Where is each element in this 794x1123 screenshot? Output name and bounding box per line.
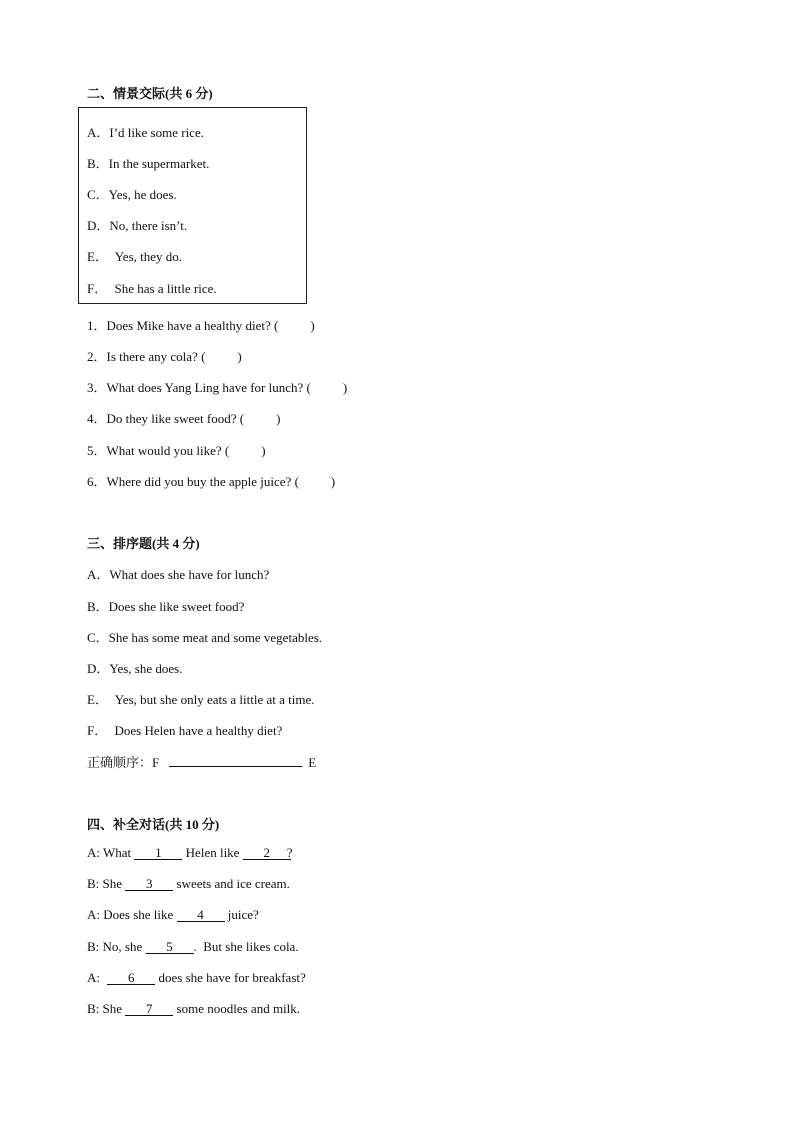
speaker-label: A: (87, 970, 100, 985)
speaker-label: B: (87, 876, 100, 891)
blank-7[interactable]: 7 (125, 1002, 173, 1016)
question-6 (87, 471, 335, 490)
order-item-c (87, 627, 322, 646)
option-text: I’d like some rice. (109, 125, 204, 140)
dialog-text: No, she (102, 939, 143, 954)
blank-5[interactable]: 5 (146, 940, 194, 954)
answer-paren-close: ) (237, 349, 242, 364)
item-text: What does she have for lunch? (109, 567, 270, 582)
question-5 (87, 440, 266, 459)
item-text: Yes, but she only eats a little at a time. (111, 692, 315, 707)
blank-2[interactable]: 2 (243, 846, 291, 860)
question-4 (87, 408, 280, 427)
option-f (87, 278, 217, 297)
question-2 (87, 346, 242, 365)
question-text: Do they like sweet food? ( (106, 411, 245, 426)
order-item-d (87, 658, 182, 677)
dialog-text: sweets and ice cream. (176, 876, 290, 891)
question-number: 1． (87, 318, 107, 333)
section-2-title: 二、情景交际(共 6 分) (87, 86, 213, 101)
order-label: 正确顺序：F (87, 755, 160, 770)
dialog-text: Helen like (185, 845, 240, 860)
option-text: Yes, he does. (108, 187, 177, 202)
question-number: 6． (87, 474, 107, 489)
answer-paren-close: ) (276, 411, 281, 426)
item-text: Does Helen have a healthy diet? (111, 723, 283, 738)
option-letter: B． (87, 156, 109, 171)
question-number: 3． (87, 380, 107, 395)
answer-paren-close: ) (330, 474, 336, 489)
dialog-text: juice? (227, 907, 259, 922)
question-number: 2． (87, 349, 107, 364)
speaker-label: A: (87, 845, 100, 860)
question-text: What would you like? ( (106, 443, 230, 458)
option-letter: F． (87, 281, 108, 296)
item-letter: F． (87, 723, 108, 738)
question-number: 5． (87, 443, 107, 458)
question-number: 4． (87, 411, 107, 426)
blank-3[interactable]: 3 (125, 877, 173, 891)
option-c (87, 184, 177, 203)
dialog-text: . But she likes cola. (193, 939, 299, 954)
dialog-line-6 (87, 1001, 300, 1017)
question-1 (87, 315, 315, 334)
item-text: She has some meat and some vegetables. (108, 630, 323, 645)
item-text: Does she like sweet food? (108, 599, 245, 614)
speaker-label: B: (87, 1001, 100, 1016)
order-answer-line (87, 752, 316, 771)
dialog-line-3 (87, 907, 259, 923)
question-text: What does Yang Ling have for lunch? ( (106, 380, 311, 395)
order-item-f (87, 720, 282, 739)
question-3 (87, 377, 347, 396)
dialog-line-1 (87, 845, 293, 861)
option-a (87, 122, 204, 141)
dialog-text: She (102, 876, 123, 891)
question-text: Where did you buy the apple juice? ( (106, 474, 299, 489)
dialog-text: some noodles and milk. (176, 1001, 301, 1016)
order-item-a (87, 564, 269, 583)
option-d (87, 215, 187, 234)
option-text: Yes, they do. (111, 249, 183, 264)
blank-4[interactable]: 4 (177, 908, 225, 922)
item-letter: A． (87, 567, 110, 582)
section-4-title: 四、补全对话(共 10 分) (87, 817, 220, 832)
dialog-text: ? (286, 845, 293, 860)
blank-1[interactable]: 1 (134, 846, 182, 860)
dialog-line-5 (87, 970, 306, 986)
option-text: She has a little rice. (111, 281, 217, 296)
option-letter: D． (87, 218, 110, 233)
blank-6[interactable]: 6 (107, 971, 155, 985)
speaker-label: A: (87, 907, 100, 922)
item-letter: B． (87, 599, 109, 614)
option-letter: E． (87, 249, 108, 264)
option-letter: C． (87, 187, 109, 202)
answer-paren-close: ) (261, 443, 266, 458)
dialog-line-4 (87, 939, 299, 955)
dialog-text: She (102, 1001, 123, 1016)
answer-paren-close: ) (342, 380, 348, 395)
dialog-text: What (103, 845, 132, 860)
section-3-title: 三、排序题(共 4 分) (87, 536, 200, 551)
option-e (87, 246, 182, 265)
order-answer-blank[interactable] (169, 754, 302, 767)
question-text: Does Mike have a healthy diet? ( (106, 318, 279, 333)
dialog-text: does she have for breakfast? (158, 970, 306, 985)
option-b (87, 153, 209, 172)
question-text: Is there any cola? ( (106, 349, 206, 364)
order-item-e (87, 689, 315, 708)
order-end-letter: E (308, 755, 317, 770)
option-text: In the supermarket. (108, 156, 210, 171)
item-letter: E． (87, 692, 108, 707)
option-letter: A． (87, 125, 110, 140)
item-letter: D． (87, 661, 110, 676)
option-text: No, there isn’t. (109, 218, 188, 233)
dialog-line-2 (87, 876, 290, 892)
item-text: Yes, she does. (109, 661, 183, 676)
item-letter: C． (87, 630, 109, 645)
answer-paren-close: ) (310, 318, 315, 333)
order-item-b (87, 596, 244, 615)
speaker-label: B: (87, 939, 100, 954)
dialog-text: Does she like (103, 907, 174, 922)
options-box (78, 107, 307, 304)
